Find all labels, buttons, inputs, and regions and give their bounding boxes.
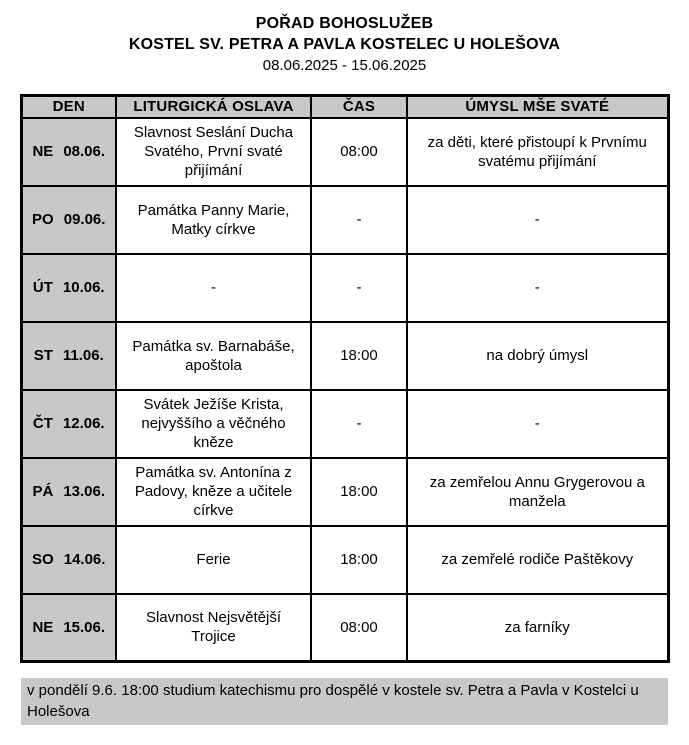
intention-cell: -	[407, 390, 668, 458]
intention-cell: -	[407, 186, 668, 254]
table-row	[21, 186, 668, 254]
day-cell	[21, 526, 116, 594]
table-row	[21, 118, 668, 186]
footer-note: v pondělí 9.6. 18:00 studium katechismu pro dospělé v kostele sv. Petra a Pavla v Kostelci u Holešova	[21, 678, 668, 725]
day-abbreviation: ST	[33, 347, 53, 364]
day-cell	[21, 186, 116, 254]
day-date: 13.06.	[63, 483, 106, 500]
day-abbreviation: NE	[32, 618, 54, 636]
day-cell	[21, 458, 116, 526]
table-row	[21, 458, 668, 526]
celebration-cell: Památka sv. Antonína z Padovy, kněze a učitele církve	[116, 458, 311, 526]
day-cell	[21, 390, 116, 458]
table-row	[21, 322, 668, 390]
day-wrap	[29, 142, 110, 161]
day-cell	[21, 322, 116, 390]
day-abbreviation: SO	[32, 551, 54, 568]
celebration-cell: Slavnost Seslání Ducha Svatého, První svaté přijímání	[116, 118, 311, 186]
day-wrap	[29, 414, 110, 433]
time-cell: -	[311, 390, 407, 458]
day-wrap	[29, 550, 110, 569]
intention-cell: na dobrý úmysl	[407, 322, 668, 390]
day-abbreviation: NE	[32, 143, 54, 160]
intention-cell: -	[407, 254, 668, 322]
day-date: 12.06.	[62, 415, 105, 432]
document-title: POŘAD BOHOSLUŽEB	[255, 15, 434, 32]
intention-cell: za zemřelou Annu Grygerovou a manžela	[407, 458, 668, 526]
table-row	[21, 526, 668, 594]
column-header-den: DEN	[21, 96, 116, 118]
column-header-umysl-mse-svate: ÚMYSL MŠE SVATÉ	[407, 96, 668, 118]
time-cell: 08:00	[311, 594, 407, 662]
celebration-cell: Svátek Ježíše Krista, nejvyššího a věčného kněze	[116, 390, 311, 458]
day-date: 10.06.	[62, 279, 105, 296]
time-cell: -	[311, 254, 407, 322]
date-range: 08.06.2025 - 15.06.2025	[262, 57, 427, 74]
schedule-body	[21, 118, 668, 662]
day-abbreviation: ČT	[32, 415, 53, 432]
time-cell: 18:00	[311, 458, 407, 526]
intention-cell: za zemřelé rodiče Paštěkovy	[407, 526, 668, 594]
day-date: 11.06.	[62, 347, 104, 364]
time-cell: 18:00	[311, 322, 407, 390]
day-wrap	[29, 618, 110, 637]
celebration-cell: Památka Panny Marie, Matky církve	[116, 186, 311, 254]
day-date: 09.06.	[63, 211, 106, 228]
title-block	[0, 0, 689, 76]
column-header-cas: ČAS	[311, 96, 407, 118]
day-abbreviation: PÁ	[32, 483, 54, 500]
header-row	[21, 96, 668, 118]
schedule-table	[20, 94, 670, 663]
celebration-cell: Památka sv. Barnabáše, apoštola	[116, 322, 311, 390]
day-wrap	[29, 278, 110, 297]
day-wrap	[29, 346, 110, 365]
day-cell	[21, 118, 116, 186]
day-abbreviation: ÚT	[32, 279, 53, 296]
table-row	[21, 594, 668, 662]
table-row	[21, 390, 668, 458]
day-cell	[21, 594, 116, 662]
column-header-liturgicka-oslava: LITURGICKÁ OSLAVA	[116, 96, 311, 118]
time-cell: -	[311, 186, 407, 254]
day-wrap	[29, 210, 110, 229]
day-cell	[21, 254, 116, 322]
day-date: 08.06.	[63, 143, 106, 160]
time-cell: 18:00	[311, 526, 407, 594]
celebration-cell: Ferie	[116, 526, 311, 594]
schedule-table-header	[21, 96, 668, 118]
church-name: KOSTEL SV. PETRA A PAVLA KOSTELEC U HOLEŠOVA	[128, 36, 561, 53]
intention-cell: za farníky	[407, 594, 668, 662]
day-date: 15.06.	[63, 618, 106, 636]
time-cell: 08:00	[311, 118, 407, 186]
celebration-cell: -	[116, 254, 311, 322]
day-wrap	[29, 482, 110, 501]
celebration-cell: Slavnost Nejsvětější Trojice	[116, 594, 311, 662]
day-abbreviation: PO	[32, 211, 54, 228]
day-date: 14.06.	[63, 551, 106, 568]
table-row	[21, 254, 668, 322]
intention-cell: za děti, které přistoupí k Prvnímu svatému přijímání	[407, 118, 668, 186]
